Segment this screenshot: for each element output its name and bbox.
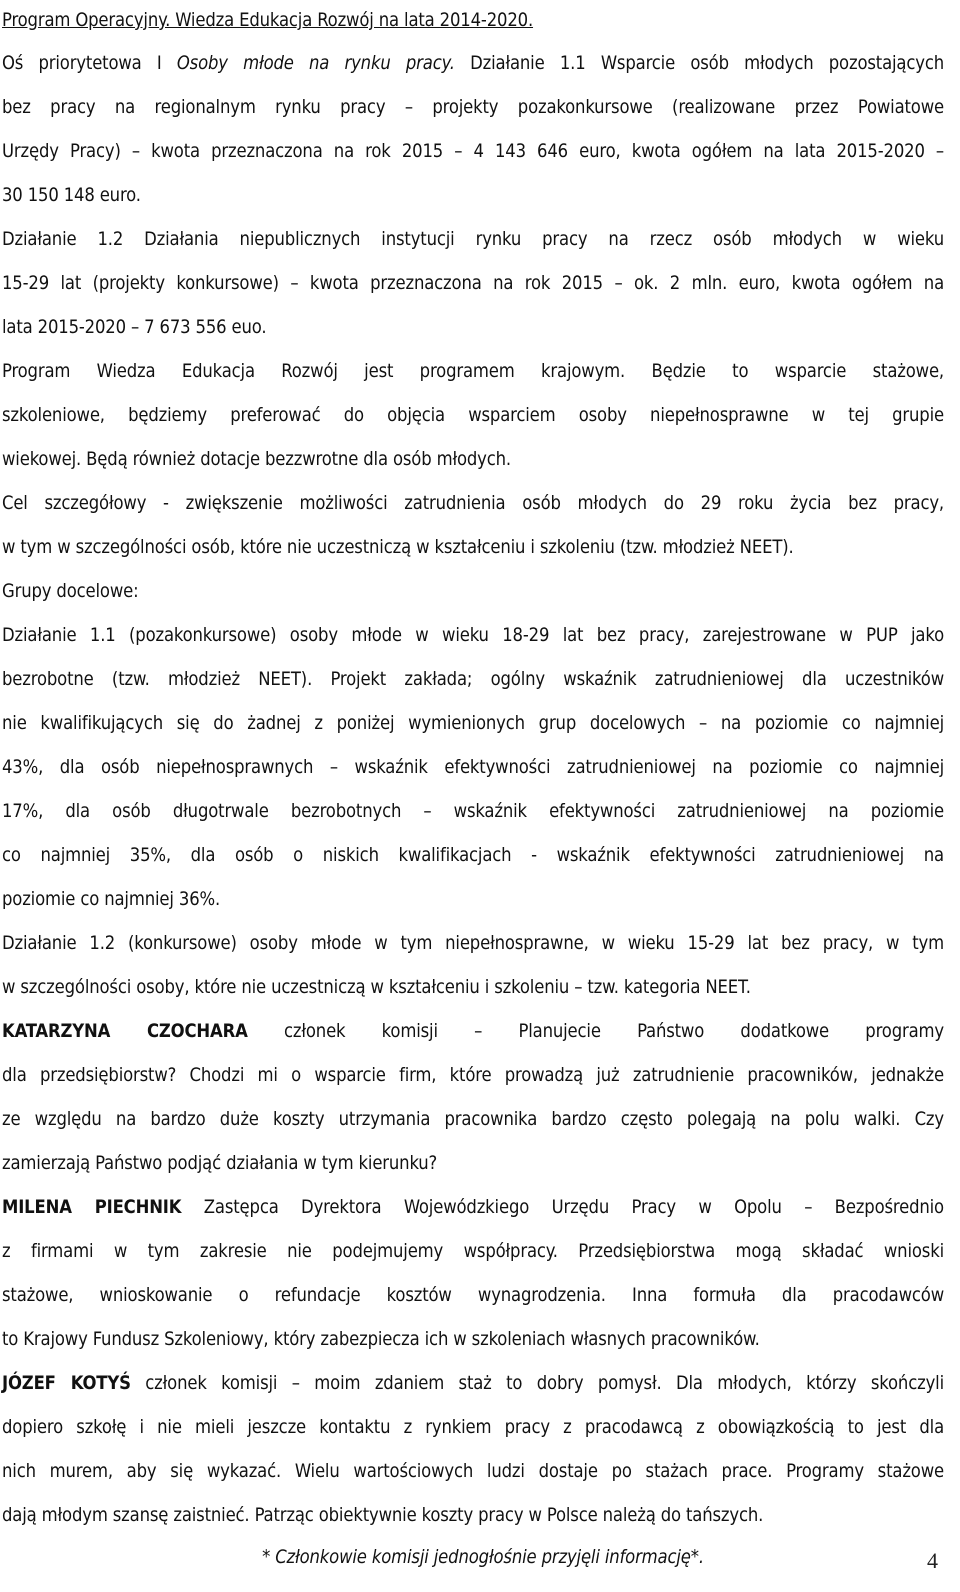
text-line: dla przedsiębiorstw? Chodzi mi o wsparcie firm, które prowadzą już zatrudnienie pracowników, jednakże <box>2 1065 944 1086</box>
commission-note: * Członkowie komisji jednogłośnie przyjęli informację*. <box>262 1547 704 1568</box>
text-line: Program Wiedza Edukacja Rozwój jest programem krajowym. Będzie to wsparcie stażowe, <box>2 361 944 382</box>
paragraph-action-1-2 <box>2 218 944 350</box>
paragraph-kotys <box>2 1362 944 1538</box>
paragraph-piechnik <box>2 1186 944 1362</box>
text-fragment: Oś priorytetowa I <box>2 53 177 74</box>
text-line: Cel szczegółowy - zwiększenie możliwości zatrudnienia osób młodych do 29 roku życia bez pracy, <box>2 493 944 514</box>
text-line: ze względu na bardzo duże koszty utrzymania pracownika bardzo często polegają na polu walki. Czy <box>2 1109 944 1130</box>
text-fragment: członek komisji – Planujecie Państwo dodatkowe programy <box>247 1021 944 1042</box>
text-line: Działanie 1.2 Działania niepublicznych instytucji rynku pracy na rzecz osób młodych w wieku <box>2 229 944 250</box>
speaker-name: KATARZYNA CZOCHARA <box>2 1021 248 1042</box>
text-line: w szczególności osoby, które nie uczestniczą w kształceniu i szkoleniu – tzw. kategoria NEET. <box>2 977 751 998</box>
paragraph-target-group-1-2 <box>2 922 944 1010</box>
text-line: w tym w szczególności osób, które nie uczestniczą w kształceniu i szkoleniu (tzw. młodzież NEET). <box>2 537 794 558</box>
text-fragment: członek komisji – moim zdaniem staż to dobry pomysł. Dla młodych, którzy skończyli <box>130 1373 944 1394</box>
paragraph-czochara <box>2 1010 944 1186</box>
text-line: dopiero szkołę i nie mieli jeszcze kontaktu z rynkiem pracy z pracodawcą z obowiązkością to jest dla <box>2 1417 944 1438</box>
paragraph-target-groups-heading <box>2 570 944 614</box>
text-line: stażowe, wnioskowanie o refundacje kosztów wynagrodzenia. Inna formuła dla pracodawców <box>2 1285 944 1306</box>
text-line <box>2 1362 944 1406</box>
text-line <box>2 1186 944 1230</box>
text-line: lata 2015-2020 – 7 673 556 euo. <box>2 317 267 338</box>
text-line: Działanie 1.1 (pozakonkursowe) osoby młode w wieku 18-29 lat bez pracy, zarejestrowane w PUP jako <box>2 625 944 646</box>
text-line <box>2 1010 944 1054</box>
text-line: 43%, dla osób niepełnosprawnych – wskaźnik efektywności zatrudnieniowej na poziomie co najmniej <box>2 757 944 778</box>
speaker-name: MILENA PIECHNIK <box>2 1197 182 1218</box>
text-line: nich murem, aby się wykazać. Wielu wartościowych ludzi dostaje po stażach prace. Programy stażowe <box>2 1461 944 1482</box>
page-number: 4 <box>927 1548 938 1573</box>
text-line: bezrobotne (tzw. młodzież NEET). Projekt zakłada; ogólny wskaźnik zatrudnieniowej dla uczestników <box>2 669 944 690</box>
text-line: 15-29 lat (projekty konkursowe) – kwota przeznaczona na rok 2015 – ok. 2 mln. euro, kwota ogółem na <box>2 273 944 294</box>
text-line: nie kwalifikujących się do żadnej z poniżej wymienionych grup docelowych – na poziomie co najmniej <box>2 713 944 734</box>
text-line: szkoleniowe, będziemy preferować do objęcia wsparciem osoby niepełnosprawne w tej grupie <box>2 405 944 426</box>
paragraph-program-description <box>2 350 944 482</box>
text-line: poziomie co najmniej 36%. <box>2 889 221 910</box>
text-line: wiekowej. Będą również dotacje bezzwrotne dla osób młodych. <box>2 449 511 470</box>
text-fragment: Działanie 1.1 Wsparcie osób młodych pozostających <box>454 53 944 74</box>
speaker-name: JÓZEF KOTYŚ <box>2 1373 131 1394</box>
text-line: co najmniej 35%, dla osób o niskich kwalifikacjach - wskaźnik efektywności zatrudnieniowej na <box>2 845 944 866</box>
paragraph-target-group-1-1 <box>2 614 944 922</box>
priority-axis-title: Osoby młode na rynku pracy. <box>176 53 455 74</box>
paragraph-specific-objective <box>2 482 944 570</box>
text-line: Urzędy Pracy) – kwota przeznaczona na rok 2015 – 4 143 646 euro, kwota ogółem na lata 2015-2020 – <box>2 141 944 162</box>
text-line <box>2 42 944 86</box>
text-line: 17%, dla osób długotrwale bezrobotnych – wskaźnik efektywności zatrudnieniowej na poziomie <box>2 801 944 822</box>
text-line: z firmami w tym zakresie nie podejmujemy współpracy. Przedsiębiorstwa mogą składać wnioski <box>2 1241 944 1262</box>
text-line: Grupy docelowe: <box>2 581 139 602</box>
text-fragment: Zastępca Dyrektora Wojewódzkiego Urzędu Pracy w Opolu – Bezpośrednio <box>181 1197 944 1218</box>
document-header: Program Operacyjny. Wiedza Edukacja Rozwój na lata 2014-2020. <box>2 10 534 31</box>
text-line: to Krajowy Fundusz Szkoleniowy, który zabezpiecza ich w szkoleniach własnych pracowników. <box>2 1329 760 1350</box>
text-line: Działanie 1.2 (konkursowe) osoby młode w tym niepełnosprawne, w wieku 15-29 lat bez pracy, w tym <box>2 933 944 954</box>
text-line: zamierzają Państwo podjąć działania w tym kierunku? <box>2 1153 438 1174</box>
text-line: 30 150 148 euro. <box>2 185 141 206</box>
text-line: bez pracy na regionalnym rynku pracy – projekty pozakonkursowe (realizowane przez Powiatowe <box>2 97 944 118</box>
paragraph-priority-axis <box>2 42 944 218</box>
text-line: dają młodym szansę zaistnieć. Patrząc obiektywnie koszty pracy w Polsce należą do tańszych. <box>2 1505 764 1526</box>
